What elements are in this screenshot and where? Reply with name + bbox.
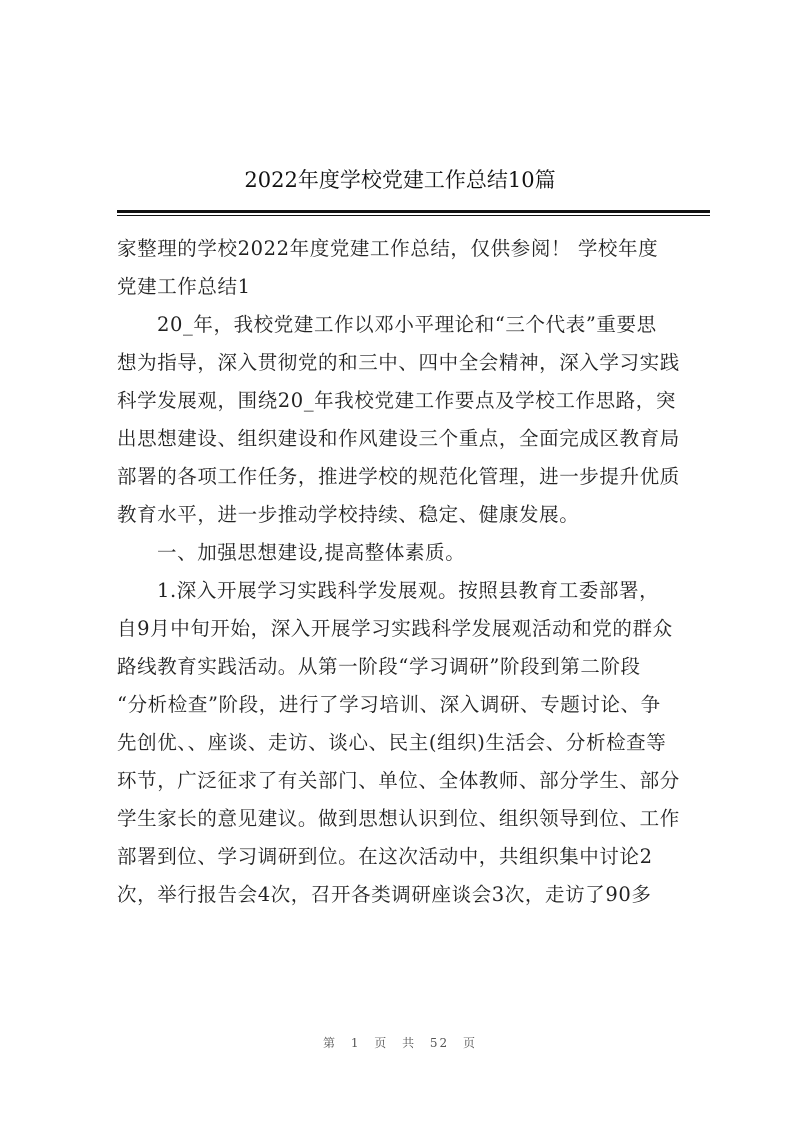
paragraph-start-line: 20_年，我校党建工作以邓小平理论和“三个代表”重要思: [157, 313, 657, 336]
text-line: 党建工作总结1: [117, 275, 251, 298]
text-line: 自9月中旬开始，深入开展学习实践科学发展观活动和党的群众: [117, 617, 673, 640]
text-line: 教育水平，进一步推动学校持续、稳定、健康发展。: [117, 503, 580, 526]
text-line: “分析检查”阶段，进行了学习培训、深入调研、专题讨论、争: [117, 693, 661, 716]
section-heading: 一、加强思想建设,提高整体素质。: [157, 541, 466, 564]
document-body: [117, 230, 717, 914]
text-line: 出思想建设、组织建设和作风建设三个重点，全面完成区教育局: [117, 427, 680, 450]
title-divider-thick: [117, 210, 710, 213]
page-footer: 第 1 页 共 52 页: [323, 1036, 477, 1050]
text-line: 环节，广泛征求了有关部门、单位、全体教师、部分学生、部分: [117, 769, 680, 792]
title-divider-thin: [117, 215, 710, 216]
text-line: 想为指导，深入贯彻党的和三中、四中全会精神，深入学习实践: [117, 351, 680, 374]
text-line: 家整理的学校2022年度党建工作总结，仅供参阅！ 学校年度: [117, 237, 659, 260]
page-title: 2022年度学校党建工作总结10篇: [244, 168, 556, 192]
text-line: 路线教育实践活动。从第一阶段“学习调研”阶段到第二阶段: [117, 655, 641, 678]
text-line: 科学发展观，围绕20_年我校党建工作要点及学校工作思路，突: [117, 389, 676, 412]
text-line: 先创优、、座谈、走访、谈心、民主(组织)生活会、分析检查等: [117, 731, 667, 754]
text-line: 部署的各项工作任务，推进学校的规范化管理，进一步提升优质: [117, 465, 680, 488]
text-line: 次，举行报告会4次，召开各类调研座谈会3次，走访了90多: [117, 883, 652, 906]
text-line: 部署到位、学习调研到位。在这次活动中，共组织集中讨论2: [117, 845, 653, 868]
paragraph-start-line: 1.深入开展学习实践科学发展观。按照县教育工委部署，: [157, 579, 660, 602]
text-line: 学生家长的意见建议。做到思想认识到位、组织领导到位、工作: [117, 807, 680, 830]
